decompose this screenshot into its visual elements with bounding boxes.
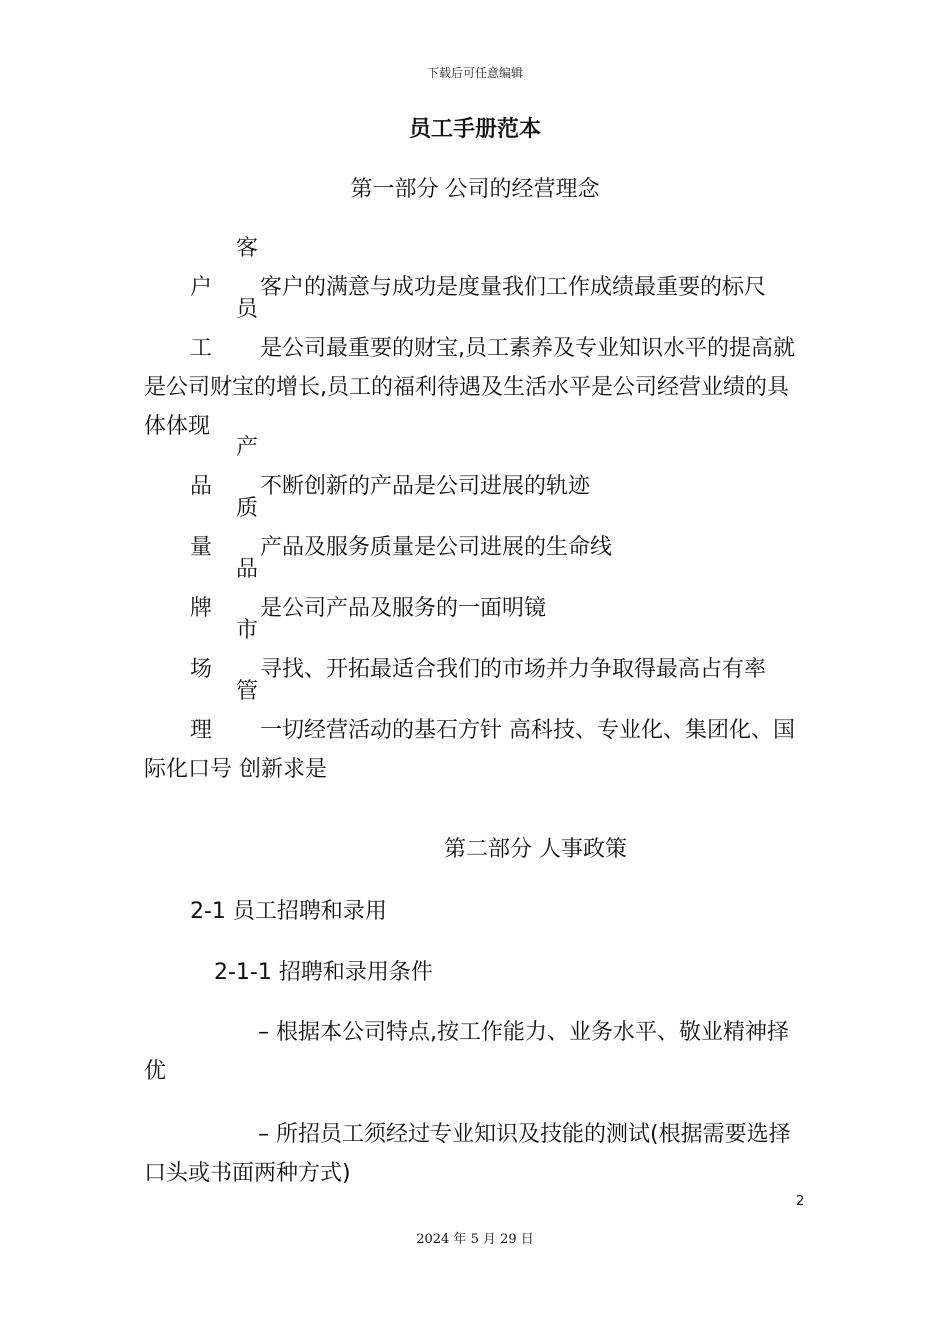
principle-text: 一切经营活动的基石方针 高科技、专业化、集团化、国际化口号 创新求是 (144, 718, 795, 782)
document-title: 员工手册范本 (408, 117, 541, 142)
principle-management (144, 672, 806, 789)
footer-date: 2024 年 5 月 29 日 (416, 1232, 534, 1247)
principle-text: 不断创新的产品是公司进展的轨迹 (260, 474, 591, 499)
principle-term: 品牌 (190, 557, 259, 621)
principle-text: 客户的满意与成功是度量我们工作成绩最重要的标尺 (260, 275, 767, 300)
principle-term: 管理 (190, 679, 259, 743)
header-note: 下载后可任意编辑 (426, 66, 523, 80)
section-heading: 2-1 员工招聘和录用 (190, 899, 387, 924)
part1-heading: 第一部分 公司的经营理念 (350, 177, 600, 202)
page-number: 2 (796, 1194, 805, 1209)
principle-text: 是公司最重要的财宝,员工素养及专业知识水平的提高就是公司财宝的增长,员工的福利待遇及生活水平是公司经营业绩的具体体现 (144, 336, 795, 439)
principle-term: 客户 (190, 236, 259, 300)
principle-text: 产品及服务质量是公司进展的生命线 (260, 535, 613, 560)
bullet-item: – 根据本公司特点,按工作能力、业务水平、敬业精神择优 (144, 1020, 789, 1084)
part2-heading: 第二部分 人事政策 (444, 837, 627, 862)
principle-text: 寻找、开拓最适合我们的市场并力争取得最高占有率 (260, 657, 767, 682)
subsection-heading: 2-1-1 招聘和录用条件 (214, 960, 433, 985)
principle-term: 产品 (190, 435, 259, 499)
principle-term: 质量 (190, 496, 259, 560)
principle-employee (144, 290, 806, 446)
principle-text: 是公司产品及服务的一面明镜 (260, 596, 547, 621)
principle-term: 员工 (190, 297, 259, 361)
principle-term: 市场 (190, 618, 259, 682)
bullet-item: – 所招员工须经过专业知识及技能的测试(根据需要选择口头或书面两种方式) (144, 1122, 791, 1186)
